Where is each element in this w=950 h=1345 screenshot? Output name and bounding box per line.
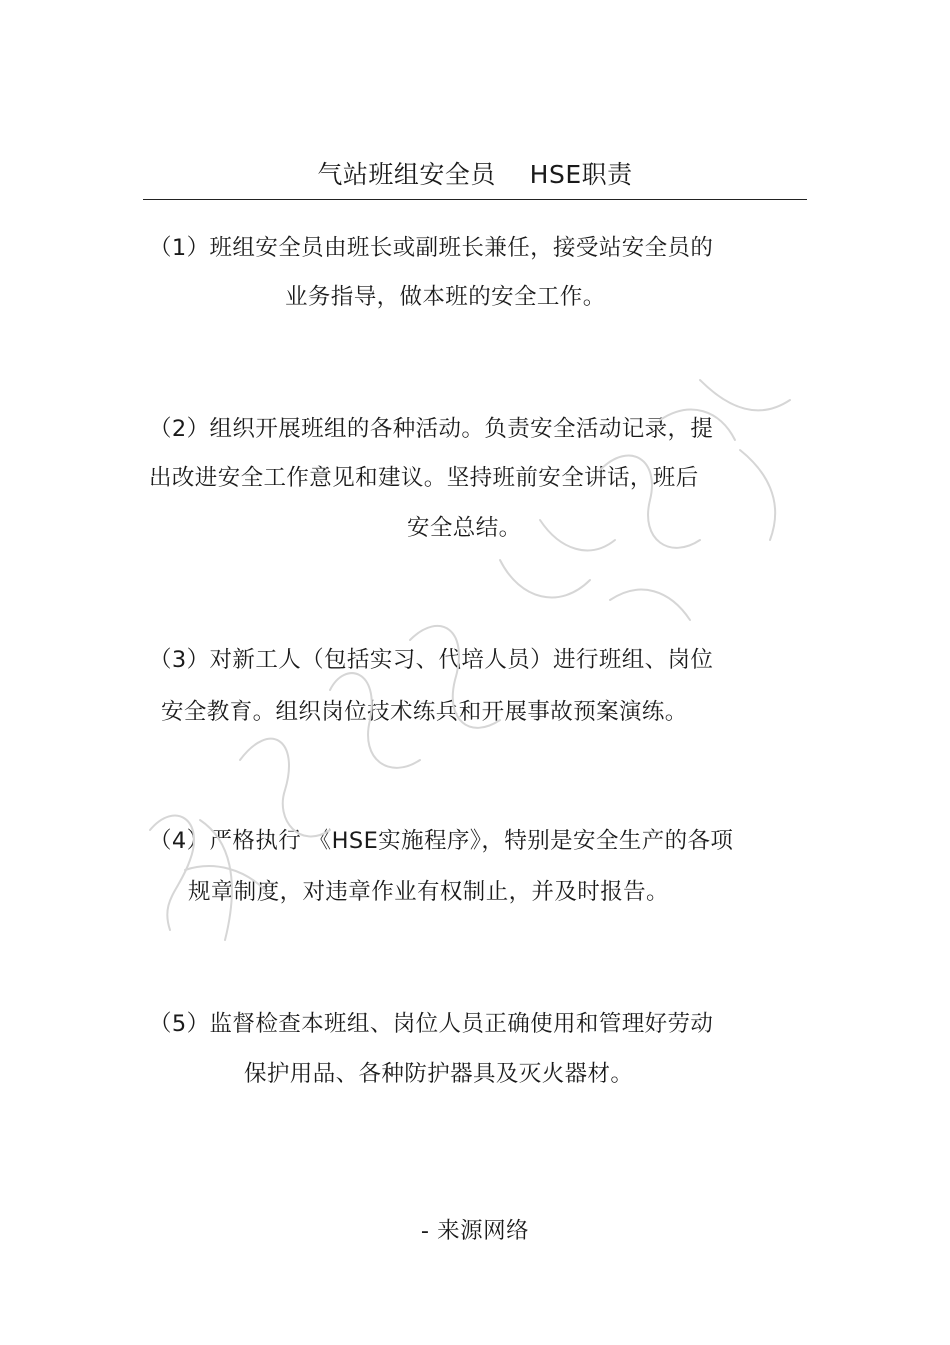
item-1-line-1: （1）班组安全员由班长或副班长兼任，接受站安全员的	[149, 235, 714, 261]
item-3-line-1: （3）对新工人（包括实习、代培人员）进行班组、岗位	[149, 647, 714, 673]
item-4-line-1: （4）严格执行 《HSE实施程序》，特别是安全生产的各项	[149, 828, 734, 854]
item-5-line-2: 保护用品、各种防护器具及灭火器材。	[244, 1061, 634, 1087]
title-underline	[143, 199, 807, 200]
item-5-line-1: （5）监督检查本班组、岗位人员正确使用和管理好劳动	[149, 1011, 714, 1037]
item-2-line-3: 安全总结。	[407, 515, 522, 541]
source-footer: - 来源网络	[420, 1218, 530, 1244]
document-title: 气站班组安全员 HSE职责	[317, 160, 633, 189]
item-1-line-2: 业务指导，做本班的安全工作。	[285, 284, 606, 310]
item-2-line-2: 出改进安全工作意见和建议。坚持班前安全讲话，班后	[149, 465, 699, 491]
item-2-line-1: （2）组织开展班组的各种活动。负责安全活动记录，提	[149, 416, 714, 442]
item-3-line-2: 安全教育。组织岗位技术练兵和开展事故预案演练。	[161, 699, 688, 725]
item-4-line-2: 规章制度，对违章作业有权制止，并及时报告。	[188, 879, 669, 905]
